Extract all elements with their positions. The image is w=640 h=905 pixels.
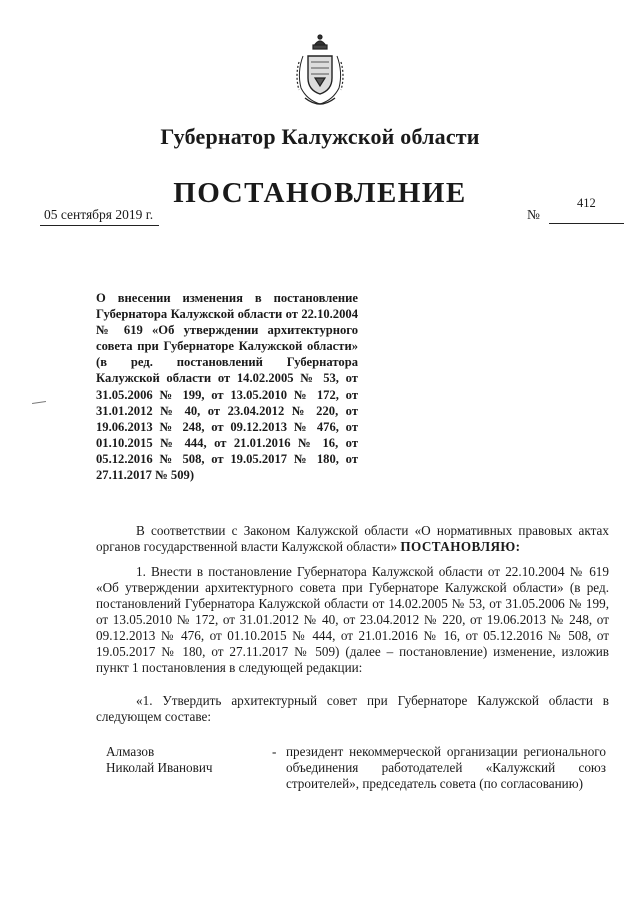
coat-of-arms-emblem [293, 32, 347, 108]
preamble-text: В соответствии с Законом Калужской области «О нормативных правовых актах органов государственной власти Калужской области» [96, 523, 609, 554]
document-date: 05 сентября 2019 г. [40, 207, 159, 226]
authority-title: Губернатор Калужской области [160, 124, 480, 149]
member-surname: Алмазов [106, 744, 155, 759]
number-underline [549, 223, 624, 224]
member-role: президент некоммерческой организации регионального объединения работодателей «Калужский союз строителей», председатель совета (по согласованию) [286, 744, 606, 791]
document-type-heading: ПОСТАНОВЛЕНИЕ [173, 177, 467, 209]
number-sign: № [527, 207, 540, 222]
member-name [106, 744, 256, 776]
decree-word: ПОСТАНОВЛЯЮ: [400, 539, 521, 554]
member-given-name: Николай Иванович [106, 760, 213, 775]
preamble-paragraph [96, 523, 609, 555]
item-1-paragraph: 1. Внести в постановление Губернатора Калужской области от 22.10.2004 № 619 «Об утверждении архитектурного совета при Губернаторе Калужской области» (в ред. постановлений Губернатора Калужской области от 14.02.2005 № 53, от 31.05.2006 № 199, от 13.05.2010 № 172, от 31.01.2012 № 40, от 23.04.2012 № 220, от 19.06.2013 № 248, от 09.12.2013 № 476, от 01.10.2015 № 444, от 21.01.2016 № 16, от 05.12.2016 № 508, от 19.05.2017 № 180, от 27.11.2017 № 509) (далее – постановление) изменение, изложив пункт 1 постановления в следующей редакции: [96, 564, 609, 675]
margin-mark [32, 401, 46, 404]
document-subject: О внесении изменения в постановление Губернатора Калужской области от 22.10.2004 № 619 «Об утверждении архитектурного совета при Губернаторе Калужской области» (в ред. постановлений Губернатора Калужской области от 14.02.2005 № 53, от 31.05.2006 № 199, от 13.05.2010 № 172, от 31.01.2012 № 40, от 23.04.2012 № 220, от 19.06.2013 № 248, от 09.12.2013 № 476, от 01.10.2015 № 444, от 21.01.2016 № 16, от 05.12.2016 № 508, от 19.05.2017 № 180, от 27.11.2017 № 509) [96, 291, 358, 483]
number-value: 412 [577, 196, 596, 210]
quoted-item-1: «1. Утвердить архитектурный совет при Губернаторе Калужской области в следующем составе: [96, 693, 609, 724]
member-dash: - [272, 744, 277, 759]
